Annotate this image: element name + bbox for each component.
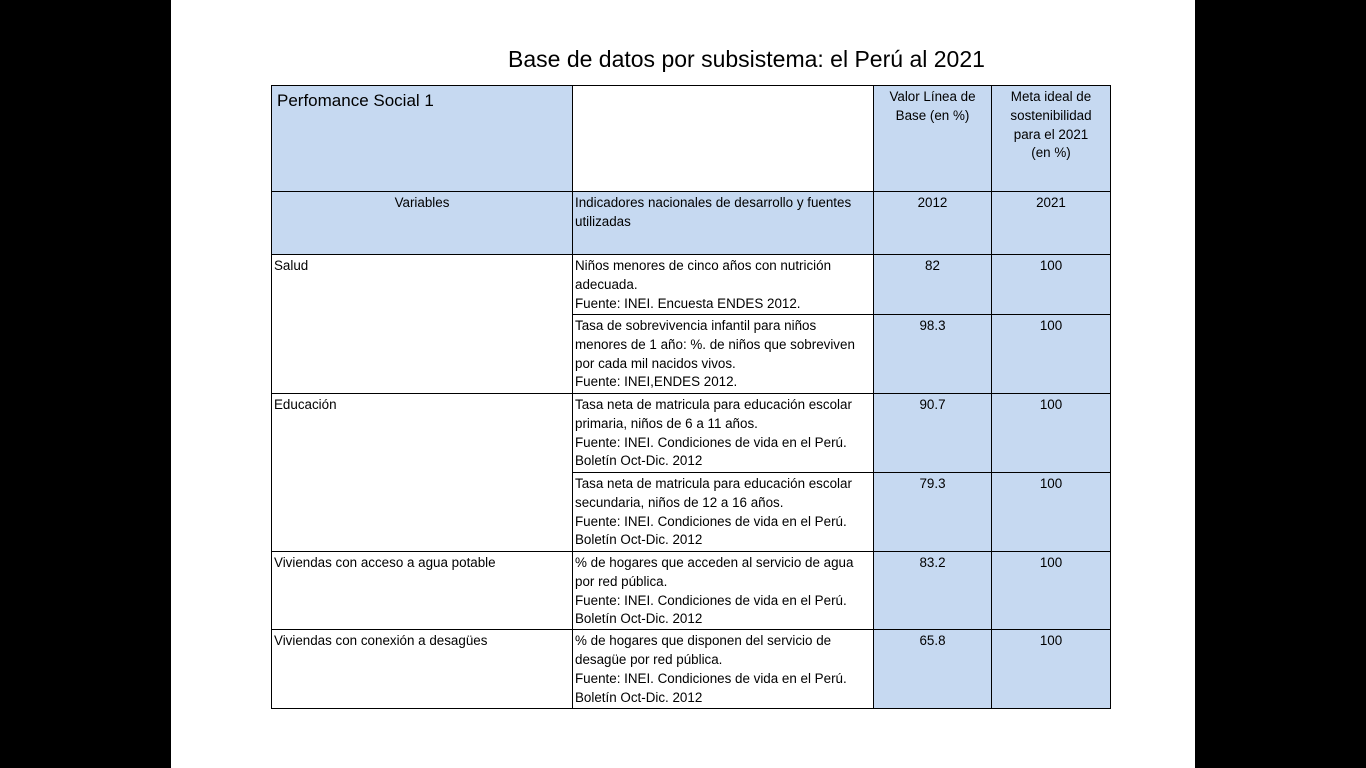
header-empty-cell <box>573 86 874 192</box>
performance-label: Perfomance Social 1 <box>272 86 573 192</box>
header-row <box>272 86 1111 192</box>
baseline-header: Valor Línea de Base (en %) <box>874 86 992 192</box>
indicator-cell: % de hogares que disponen del servicio de desagüe por red pública. Fuente: INEI. Condiciones de vida en el Perú. Boletín Oct-Dic. 2012 <box>573 630 874 709</box>
goal-value: 100 <box>992 315 1111 394</box>
table-row <box>272 630 1111 709</box>
indicator-cell: Tasa de sobrevivencia infantil para niños menores de 1 año: %. de niños que sobreviven por cada mil nacidos vivos. Fuente: INEI,ENDES 2012. <box>573 315 874 394</box>
goal-header: Meta ideal de sostenibilidad para el 2021 (en %) <box>992 86 1111 192</box>
variable-cell: Salud <box>272 255 573 394</box>
indicators-header: Indicadores nacionales de desarrollo y fuentes utilizadas <box>573 192 874 255</box>
indicator-cell: Tasa neta de matricula para educación escolar primaria, niños de 6 a 11 años. Fuente: INEI. Condiciones de vida en el Perú. Boletín Oct-Dic. 2012 <box>573 394 874 473</box>
indicator-cell: Niños menores de cinco años con nutrición adecuada. Fuente: INEI. Encuesta ENDES 2012. <box>573 255 874 315</box>
baseline-value: 90.7 <box>874 394 992 473</box>
indicator-cell: Tasa neta de matricula para educación escolar secundaria, niños de 12 a 16 años. Fuente: INEI. Condiciones de vida en el Perú. Boletín Oct-Dic. 2012 <box>573 473 874 552</box>
baseline-value: 83.2 <box>874 552 992 630</box>
goal-value: 100 <box>992 552 1111 630</box>
table-row <box>272 394 1111 473</box>
baseline-value: 82 <box>874 255 992 315</box>
year-goal-header: 2021 <box>992 192 1111 255</box>
goal-value: 100 <box>992 394 1111 473</box>
subsystem-table <box>271 85 1111 709</box>
goal-value: 100 <box>992 473 1111 552</box>
table-row <box>272 552 1111 630</box>
baseline-value: 79.3 <box>874 473 992 552</box>
indicator-cell: % de hogares que acceden al servicio de agua por red pública. Fuente: INEI. Condiciones de vida en el Perú. Boletín Oct-Dic. 2012 <box>573 552 874 630</box>
baseline-value: 65.8 <box>874 630 992 709</box>
subheader-row <box>272 192 1111 255</box>
table-row <box>272 255 1111 315</box>
slide <box>171 0 1195 768</box>
slide-title: Base de datos por subsistema: el Perú al 2021 <box>508 46 985 72</box>
variables-header: Variables <box>272 192 573 255</box>
goal-value: 100 <box>992 255 1111 315</box>
year-base-header: 2012 <box>874 192 992 255</box>
goal-value: 100 <box>992 630 1111 709</box>
variable-cell: Educación <box>272 394 573 552</box>
variable-cell: Viviendas con conexión a desagües <box>272 630 573 709</box>
variable-cell: Viviendas con acceso a agua potable <box>272 552 573 630</box>
baseline-value: 98.3 <box>874 315 992 394</box>
